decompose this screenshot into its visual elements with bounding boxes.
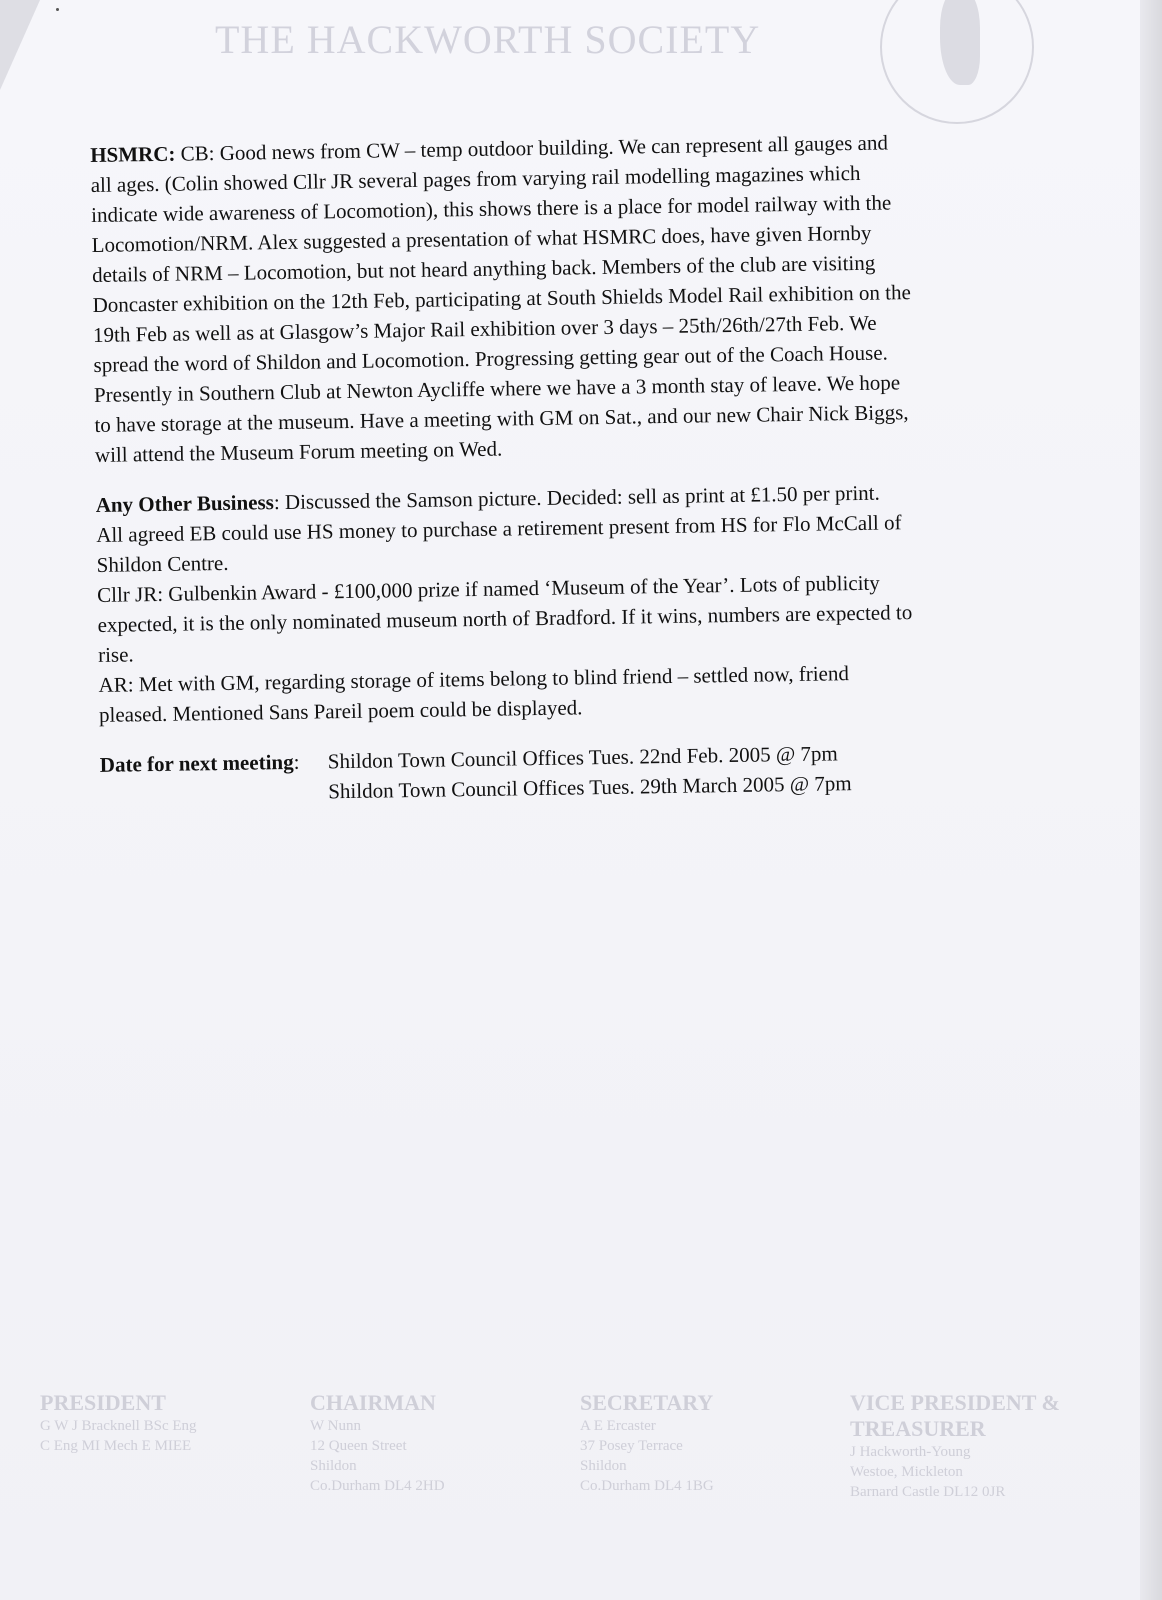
aob-section: [95, 475, 1029, 730]
aob-line-3: Shildon Centre.: [96, 550, 229, 577]
footer-vice-president: VICE PRESIDENT & TREASURER J Hackworth-Young Westoe, Mickleton Barnard Castle DL12 0JR: [850, 1390, 1060, 1500]
next-meeting-label-wrap: Date for next meeting:: [99, 749, 300, 777]
hsmrc-label: HSMRC:: [90, 141, 176, 167]
hsmrc-line-6: Doncaster exhibition on the 12th Feb, participating at South Shields Model Rail exhibition on the: [92, 280, 911, 317]
aob-line-7: AR: Met with GM, regarding storage of items belong to blind friend – settled now, friend: [98, 661, 850, 697]
hsmrc-line-8: spread the word of Shildon and Locomotion. Progressing getting gear out of the Coach House.: [93, 340, 888, 377]
next-meeting-label: Date for next meeting: [99, 749, 294, 777]
aob-line-2: All agreed EB could use HS money to purchase a retirement present from HS for Flo McCall of: [96, 510, 902, 547]
next-meeting-date-1: Shildon Town Council Offices Tues. 22nd Feb. 2005 @ 7pm: [327, 741, 838, 774]
hsmrc-line-4: Locomotion/NRM. Alex suggested a presentation of what HSMRC does, have given Hornby: [91, 220, 872, 257]
footer-president: PRESIDENT G W J Bracknell BSc Eng C Eng MI Mech E MIEE: [40, 1390, 197, 1454]
aob-line-5: expected, it is the only nominated museum north of Bradford. If it wins, numbers are expected to: [97, 600, 913, 637]
hsmrc-line-5: details of NRM – Locomotion, but not heard anything back. Members of the club are visiting: [91, 250, 876, 287]
hsmrc-line-3: indicate wide awareness of Locomotion), this shows there is a place for model railway with the: [90, 190, 892, 227]
aob-line-6: rise.: [97, 642, 134, 667]
hsmrc-line-7: 19th Feb as well as at Glasgow’s Major Rail exhibition over 3 days – 25th/26th/27th Feb. We: [92, 310, 877, 347]
bleed-through-footer: [40, 1390, 1100, 1530]
hsmrc-line-9: Presently in Southern Club at Newton Aycliffe where we have a 3 month stay of leave. We hope: [93, 370, 901, 407]
hsmrc-section: [90, 125, 1025, 470]
hsmrc-line-1: HSMRC: CB: Good news from CW – temp outdoor building. We can represent all gauges and: [90, 130, 889, 167]
aob-line-1: Any Other Business: Discussed the Samson picture. Decided: sell as print at £1.50 per print.: [95, 480, 880, 517]
hsmrc-line-10: to have storage at the museum. Have a meeting with GM on Sat., and our new Chair Nick Biggs,: [94, 400, 909, 437]
page-right-edge: [1140, 0, 1162, 1600]
next-meeting-section: [100, 735, 1031, 810]
page-fold-corner: [0, 0, 40, 90]
aob-line-4: Cllr JR: Gulbenkin Award - £100,000 prize if named ‘Museum of the Year’. Lots of publicity: [96, 570, 880, 607]
aob-label: Any Other Business: [95, 490, 275, 517]
speck: [56, 8, 59, 11]
bleed-through-letterhead-title: THE HACKWORTH SOCIETY: [215, 17, 761, 62]
aob-line-8: pleased. Mentioned Sans Pareil poem could be displayed.: [98, 695, 583, 727]
footer-chairman: CHAIRMAN W Nunn 12 Queen Street Shildon Co.Durham DL4 2HD: [310, 1390, 445, 1494]
bleed-through-seal-figure: [940, 0, 980, 85]
hsmrc-line-2: all ages. (Colin showed Cllr JR several pages from varying rail modelling magazines which: [90, 160, 861, 197]
footer-secretary: SECRETARY A E Ercaster 37 Posey Terrace Shildon Co.Durham DL4 1BG: [580, 1390, 714, 1494]
next-meeting-date-2: Shildon Town Council Offices Tues. 29th March 2005 @ 7pm: [328, 771, 852, 804]
minutes-body: [90, 125, 1030, 810]
hsmrc-line-11: will attend the Museum Forum meeting on Wed.: [94, 436, 503, 467]
